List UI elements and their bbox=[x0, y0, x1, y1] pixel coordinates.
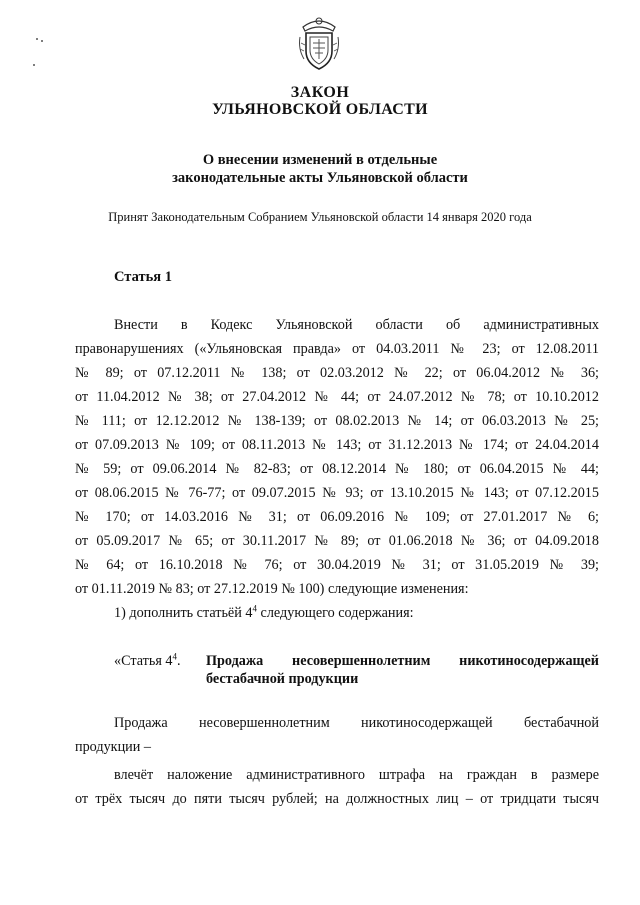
body-line: № 59; от 09.06.2014 № 82-83; от 08.12.2014 № 180; от 06.04.2015 № 44; bbox=[75, 461, 599, 477]
body-line: № 170; от 14.03.2016 № 31; от 06.09.2016 № 109; от 27.01.2017 № 6; bbox=[75, 509, 599, 525]
scan-speck bbox=[36, 38, 38, 40]
label-text: . bbox=[177, 653, 181, 669]
item-text: следующего содержания: bbox=[256, 605, 414, 621]
new-article-title-line-2: бестабачной продукции bbox=[206, 671, 359, 687]
body-line: Продажа несовершеннолетним никотиносодержащей бестабачной bbox=[114, 715, 599, 731]
body-line: от 08.06.2015 № 76-77; от 09.07.2015 № 93; от 13.10.2015 № 143; от 07.12.2015 bbox=[75, 485, 599, 501]
label-text: «Статья 4 bbox=[114, 653, 173, 669]
body-line: от 01.11.2019 № 83; от 27.12.2019 № 100) следующие изменения: bbox=[75, 581, 469, 597]
article-heading: Статья 1 bbox=[114, 269, 172, 285]
law-subject-line-2: законодательные акты Ульяновской области bbox=[172, 170, 468, 186]
amendment-item-1 bbox=[114, 604, 599, 622]
scan-speck bbox=[41, 40, 43, 42]
body-line: № 89; от 07.12.2011 № 138; от 02.03.2012 № 22; от 06.04.2012 № 36; bbox=[75, 365, 599, 381]
law-subject-line-1: О внесении изменений в отдельные bbox=[202, 152, 438, 168]
body-line: от трёх тысяч до пяти тысяч рублей; на должностных лиц – от тридцати тысяч bbox=[75, 791, 599, 807]
scan-speck bbox=[33, 64, 35, 66]
law-title: ЗАКОН bbox=[290, 84, 350, 101]
body-line: от 05.09.2017 № 65; от 30.11.2017 № 89; от 01.06.2018 № 36; от 04.09.2018 bbox=[75, 533, 599, 549]
body-line: от 11.04.2012 № 38; от 27.04.2012 № 44; от 24.07.2012 № 78; от 10.10.2012 bbox=[75, 389, 599, 405]
body-line: Внести в Кодекс Ульяновской области об административных bbox=[114, 317, 599, 333]
item-text: 1) дополнить статьёй 4 bbox=[114, 605, 253, 621]
body-line: № 111; от 12.12.2012 № 138-139; от 08.02.2013 № 14; от 06.03.2013 № 25; bbox=[75, 413, 599, 429]
body-line: влечёт наложение административного штрафа на граждан в размере bbox=[114, 767, 599, 783]
new-article-title-line-1: Продажа несовершеннолетним никотиносодержащей bbox=[206, 653, 599, 669]
body-line: продукции – bbox=[75, 739, 151, 755]
body-line: № 64; от 16.10.2018 № 76; от 30.04.2019 № 31; от 31.05.2019 № 39; bbox=[75, 557, 599, 573]
adoption-note: Принят Законодательным Собранием Ульяновской области 14 января 2020 года bbox=[108, 210, 532, 224]
body-line: от 07.09.2013 № 109; от 08.11.2013 № 143; от 31.12.2013 № 174; от 24.04.2014 bbox=[75, 437, 599, 453]
region-title: УЛЬЯНОВСКОЙ ОБЛАСТИ bbox=[212, 101, 428, 118]
superscript: 4 bbox=[172, 651, 178, 662]
new-article-label bbox=[114, 652, 181, 670]
coat-of-arms-icon bbox=[297, 13, 341, 73]
superscript: 4 bbox=[252, 603, 257, 614]
body-line: правонарушениях («Ульяновская правда» от 04.03.2011 № 23; от 12.08.2011 bbox=[75, 341, 599, 357]
